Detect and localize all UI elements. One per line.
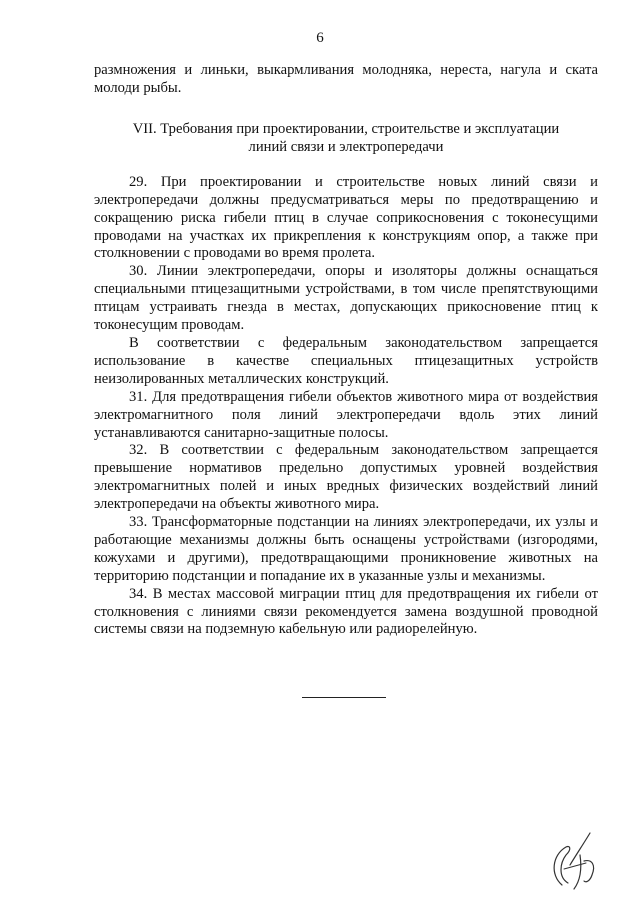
- paragraph-31: 31. Для предотвращения гибели объектов животного мира от воздействия электромагнитного поля линий электропередачи вдоль этих линий устанавливаются санитарно-защитные полосы.: [94, 388, 598, 441]
- section-title-line-2: линий связи и электропередачи: [248, 138, 444, 155]
- paragraph-32: 32. В соответствии с федеральным законодательством запрещается превышение нормативов предельно допустимых уровней воздействия электромагнитных полей и иных вредных физических воздействий линий электропередачи на объекты животного мира.: [94, 442, 598, 513]
- intro-fragment: размножения и линьки, выкармливания молодняка, нереста, нагула и ската молоди рыбы.: [94, 62, 598, 96]
- page-number: 6: [316, 30, 324, 46]
- paragraph-34: 34. В местах массовой миграции птиц для предотвращения их гибели от столкновения с линиями связи рекомендуется замена воздушной проводной системы связи на подземную кабельную или радиорелейную.: [94, 585, 598, 638]
- section-title-line-1: VII. Требования при проектировании, строительстве и эксплуатации: [132, 120, 560, 137]
- paragraph-30-note: В соответствии с федеральным законодательством запрещается использование в качестве специальных птицезащитных устройств неизолированных металлических конструкций.: [94, 334, 598, 387]
- end-separator-line: [302, 697, 386, 698]
- paragraph-33: 33. Трансформаторные подстанции на линиях электропередачи, их узлы и работающие механизмы должны быть оснащены устройствами (изгородями, кожухами и другими), предотвращающими проникновение животных на территорию подстанции и попадание их в указанные узлы и механизмы.: [94, 514, 598, 584]
- document-body: [94, 62, 598, 639]
- section-heading: [94, 120, 598, 156]
- paragraph-30: 30. Линии электропередачи, опоры и изоляторы должны оснащаться специальными птицезащитными устройствами, в том числе препятствующими птицам устраивать гнезда в местах, допускающих прикосновение птиц к токонесущим проводам.: [94, 263, 598, 334]
- handwritten-signature: [540, 825, 604, 893]
- paragraph-29: 29. При проектировании и строительстве новых линий связи и электропередачи должны предусматриваться меры по предотвращению и сокращению риска гибели птиц в случае соприкосновения с токонесущими проводами на участках их прикрепления к конструкциям опор, а также при столкновении с проводами во время пролета.: [94, 173, 598, 262]
